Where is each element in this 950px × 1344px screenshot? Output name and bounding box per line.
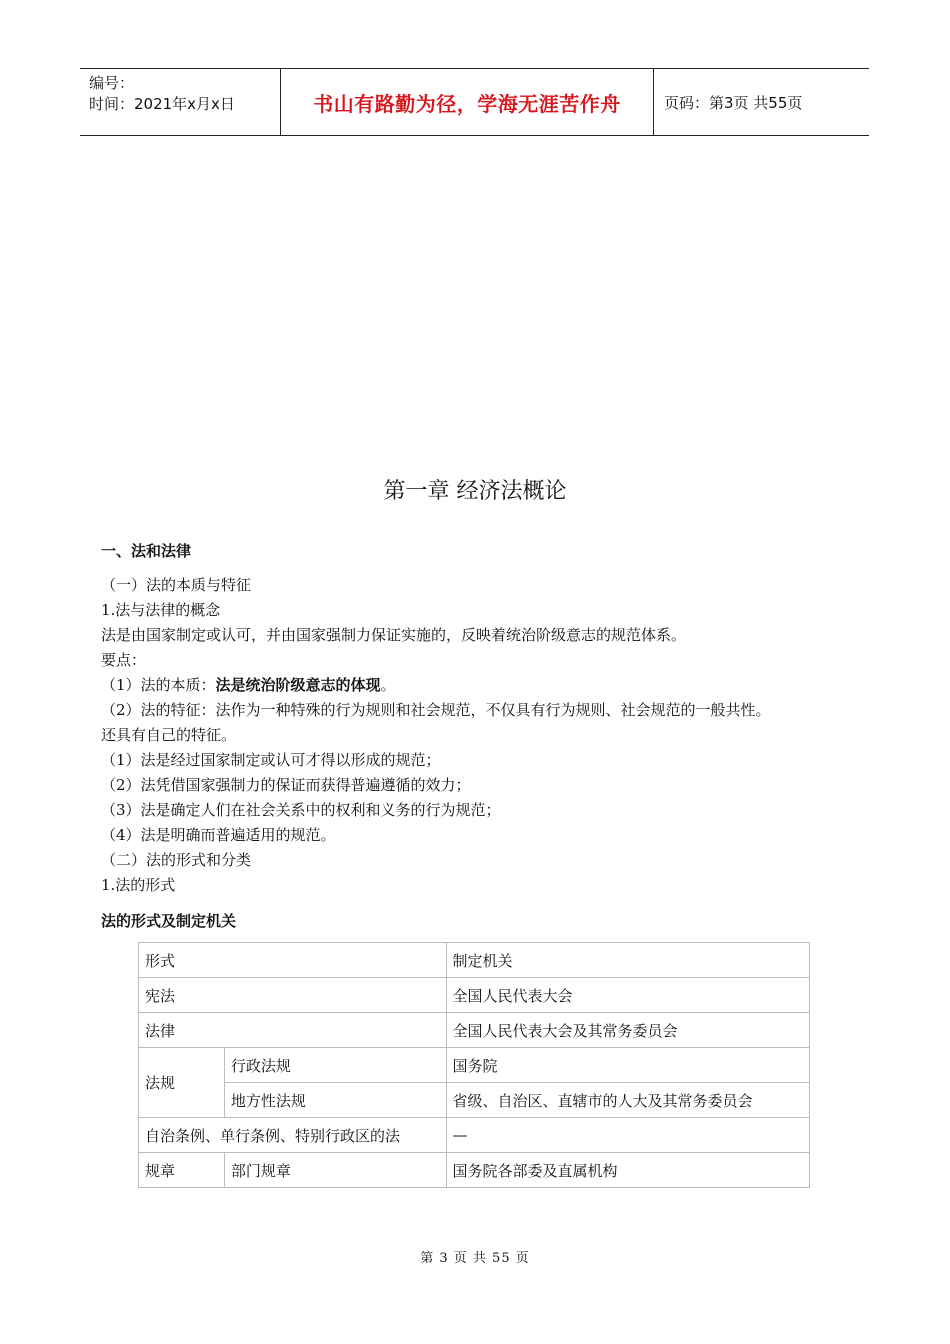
table-cell: 宪法 <box>139 978 447 1013</box>
page-footer: 第 3 页 共 55 页 <box>420 1251 530 1266</box>
header-time-label: 时间：2021年x月x日 <box>89 95 235 113</box>
chapter-title: 第一章 经济法概论 <box>383 479 567 504</box>
table-cell: 全国人民代表大会及其常务委员会 <box>446 1013 809 1048</box>
header-motto: 书山有路勤为径，学海无涯苦作舟 <box>281 69 654 135</box>
paragraph: 法是由国家制定或认可，并由国家强制力保证实施的，反映着统治阶级意志的规范体系。 <box>101 626 687 644</box>
table-row <box>139 978 810 1013</box>
paragraph: 还具有自己的特征。 <box>101 726 237 744</box>
table-cell: 制定机关 <box>446 943 809 978</box>
table-cell: 全国人民代表大会 <box>446 978 809 1013</box>
table-cell: 部门规章 <box>224 1153 446 1188</box>
table-caption: 法的形式及制定机关 <box>101 912 237 930</box>
table-row <box>139 1083 810 1118</box>
header-meta <box>80 69 281 135</box>
table-cell: 国务院 <box>446 1048 809 1083</box>
paragraph: （2）法的特征：法作为一种特殊的行为规则和社会规范，不仅具有行为规则、社会规范的一般共性。 <box>101 701 771 719</box>
table-cell: 行政法规 <box>224 1048 446 1083</box>
list-item: （2）法凭借国家强制力的保证而获得普遍遵循的效力； <box>101 776 471 794</box>
table-cell: 地方性法规 <box>224 1083 446 1118</box>
essence-prefix: （1）法的本质： <box>101 676 216 694</box>
main-content <box>101 540 861 898</box>
subsection-heading: （一）法的本质与特征 <box>101 576 252 594</box>
essence-suffix: 。 <box>380 676 396 694</box>
item-heading: 1.法与法律的概念 <box>101 601 221 619</box>
header-page-info: 页码：第3页 共55页 <box>664 93 803 112</box>
table-cell: 形式 <box>139 943 447 978</box>
table-cell: 自治条例、单行条例、特别行政区的法 <box>139 1118 447 1153</box>
essence-paragraph <box>101 673 861 698</box>
header-number-label: 编号： <box>89 74 135 92</box>
table-cell: — <box>446 1118 809 1153</box>
table-cell: 规章 <box>139 1153 225 1188</box>
list-item: （4）法是明确而普遍适用的规范。 <box>101 826 336 844</box>
subsection-heading: （二）法的形式和分类 <box>101 851 252 869</box>
paragraph: 要点： <box>101 651 147 669</box>
law-forms-table <box>138 942 810 1188</box>
essence-bold: 法是统治阶级意志的体现 <box>215 676 381 694</box>
table-cell: 省级、自治区、直辖市的人大及其常务委员会 <box>446 1083 809 1118</box>
list-item: （3）法是确定人们在社会关系中的权利和义务的行为规范； <box>101 801 501 819</box>
table-row <box>139 1048 810 1083</box>
table-row <box>139 1153 810 1188</box>
table-cell: 法律 <box>139 1013 447 1048</box>
item-heading: 1.法的形式 <box>101 876 176 894</box>
list-item: （1）法是经过国家制定或认可才得以形成的规范； <box>101 751 441 769</box>
page-header <box>80 68 869 136</box>
table-cell: 国务院各部委及直属机构 <box>446 1153 809 1188</box>
table-row <box>139 1118 810 1153</box>
section-heading: 一、法和法律 <box>101 542 192 560</box>
table-row <box>139 1013 810 1048</box>
table-cell: 法规 <box>139 1048 225 1118</box>
table-row <box>139 943 810 978</box>
